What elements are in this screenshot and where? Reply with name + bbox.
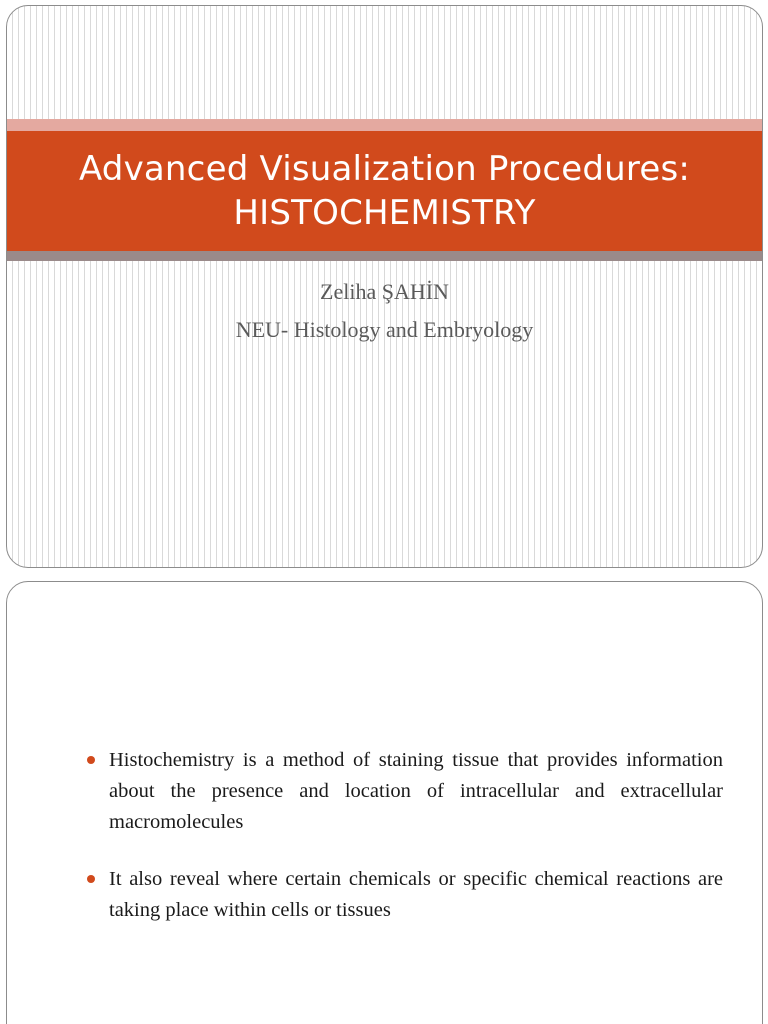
- bullet-text: Histochemistry is a method of staining tissue that provides information about the presence and location of intracellular and extracellular macromolecules: [109, 749, 723, 833]
- author-affiliation: NEU- Histology and Embryology: [235, 317, 534, 342]
- bullet-item: [87, 745, 723, 838]
- bullet-dot-icon: [87, 756, 95, 764]
- bullet-item: [87, 864, 723, 926]
- title-top-stripe: [7, 119, 762, 131]
- content-slide: [6, 581, 763, 1024]
- title-band: [7, 131, 762, 251]
- bullet-dot-icon: [87, 875, 95, 883]
- bullet-list: [87, 745, 723, 952]
- slide-title-line-1: Advanced Visualization Procedures:: [78, 149, 691, 189]
- title-bottom-stripe: [7, 251, 762, 261]
- slide-title-line-2: HISTOCHEMISTRY: [233, 193, 536, 233]
- title-slide: [6, 5, 763, 568]
- bullet-text: It also reveal where certain chemicals or specific chemical reactions are taking place within cells or tissues: [109, 868, 723, 921]
- author-name: Zeliha ŞAHİN: [320, 279, 449, 304]
